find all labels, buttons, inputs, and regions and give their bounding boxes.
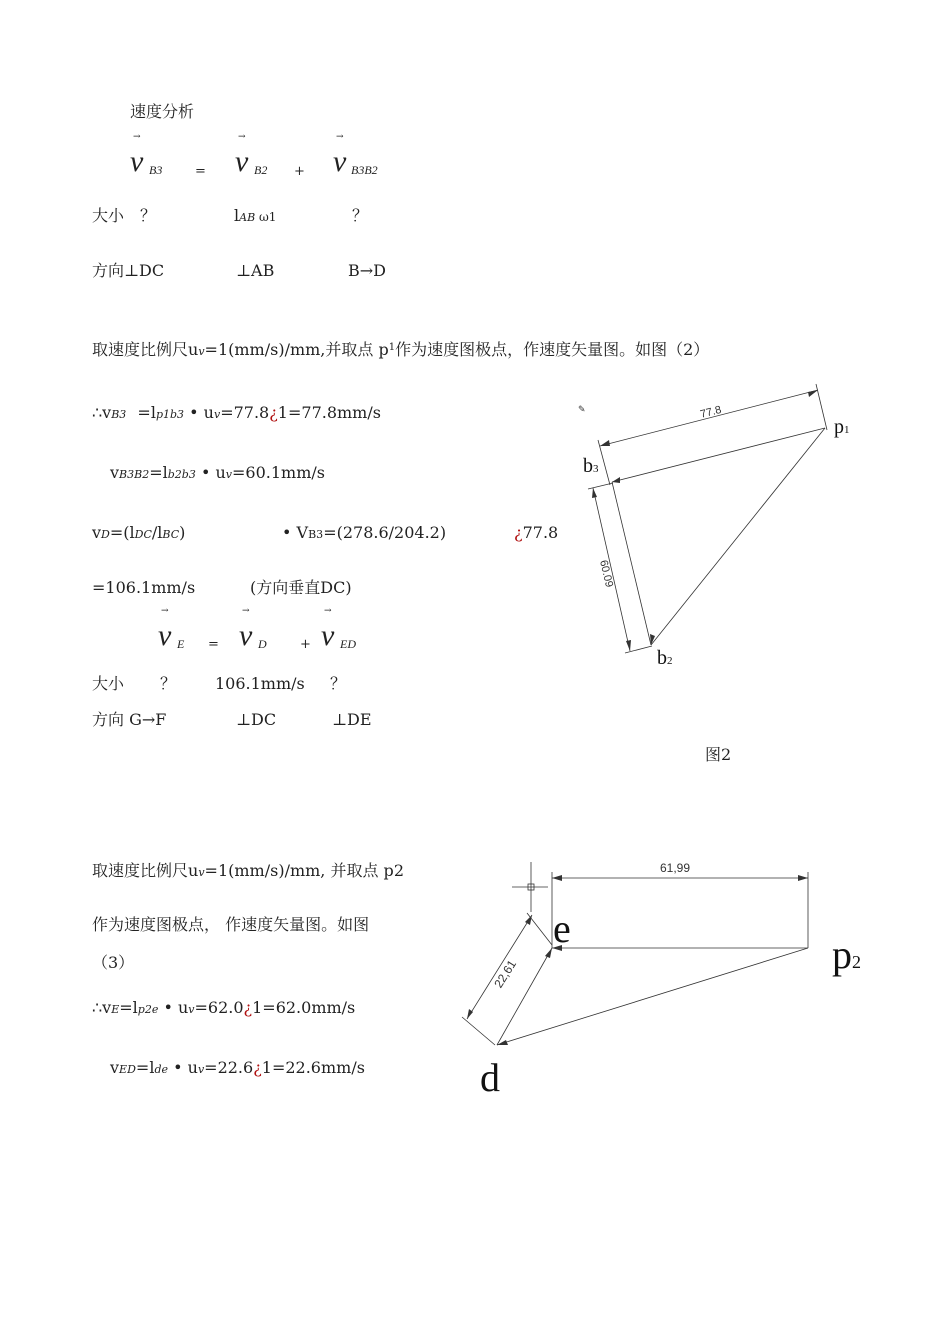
- point-d: d: [480, 1055, 500, 1100]
- point-e: e: [553, 906, 571, 951]
- magnitude-label: 大小: [92, 206, 125, 225]
- result-vd-note: (方向垂直DC): [250, 578, 352, 597]
- scale-sentence-2: 取速度比例尺uv=1(mm/s)/mm, 并取点 p2: [92, 861, 404, 880]
- magnitude-unknown-1: ？: [140, 206, 157, 225]
- result-ve: ∴vE=lp2e • uv=62.0¿1=62.0mm/s: [92, 998, 356, 1017]
- direction-b-to-d: B→D: [348, 261, 386, 280]
- result-vd-value: ¿77.8: [514, 523, 559, 542]
- dim-line-side: [467, 915, 532, 1019]
- v-symbol: v: [333, 145, 347, 178]
- scale-sentence-2-line3: （3）: [92, 953, 135, 972]
- point-p2: p2: [832, 932, 861, 977]
- scale-sentence-1: 取速度比例尺uv=1(mm/s)/mm,并取点 $p^1$作为速度图极点，作速度矢量图。如图（2）: [92, 340, 710, 359]
- v-symbol: v: [321, 619, 335, 652]
- scale-sentence-2-line2: 作为速度图极点， 作速度矢量图。如图: [92, 915, 370, 934]
- result-vd: vD=(lDC/lBC): [92, 523, 186, 542]
- point-b3: b3: [583, 455, 599, 477]
- sub-b3: B3: [149, 163, 163, 177]
- sub-b3b2: B3B2: [351, 163, 378, 177]
- magnitude-unknown-4: ？: [330, 674, 347, 693]
- direction-label-2: 方向 G→F: [92, 710, 167, 729]
- sub-d: D: [258, 637, 267, 651]
- heading-velocity-analysis: 速度分析: [130, 102, 195, 121]
- dim-label-22-61: 22,61: [491, 957, 520, 991]
- v-symbol: v: [235, 145, 249, 178]
- arrowhead: [545, 948, 552, 958]
- vector-arrow: →: [336, 132, 344, 142]
- result-vb3b2: vB3B2=lb2b3 • uv=60.1mm/s: [110, 463, 325, 482]
- result-vd-final: =106.1mm/s: [92, 578, 196, 597]
- arrowhead: [798, 875, 808, 881]
- vector-arrow: →: [324, 606, 332, 616]
- result-vb3: ∴vB3 =lp1b3 • uv=77.8¿1=77.8mm/s: [92, 403, 381, 422]
- dim-ext-side-bottom: [462, 1017, 495, 1045]
- direction-perp-de: ⊥DE: [332, 710, 372, 729]
- magnitude-label-2: 大小: [92, 674, 125, 693]
- v-symbol: v: [158, 619, 172, 652]
- magnitude-unknown-3: ？: [160, 674, 177, 693]
- dim-label-61-99: 61,99: [660, 861, 691, 875]
- result-ved: vED=lde • uv=22.6¿1=22.6mm/s: [110, 1058, 365, 1077]
- arrowhead: [552, 875, 562, 881]
- equals-sign: =: [195, 164, 206, 179]
- vector-arrow: →: [238, 132, 246, 142]
- cursor-mark: ✎: [578, 404, 586, 414]
- result-vd-ratio: • VB3=(278.6/204.2): [282, 523, 447, 542]
- equals-sign: =: [208, 637, 219, 652]
- figure-caption-2: 图2: [705, 745, 732, 764]
- direction-perp-dc: ⊥DC: [236, 710, 277, 729]
- plus-sign: +: [300, 637, 311, 652]
- arrowhead: [525, 915, 532, 925]
- dim-label-60-09: 60.09: [597, 558, 616, 589]
- sub-b2: B2: [254, 163, 268, 177]
- point-b2: b2: [657, 647, 673, 669]
- dim-label-77-8: 77.8: [699, 403, 723, 421]
- sub-ed: ED: [340, 637, 356, 651]
- v-symbol: v: [239, 619, 253, 652]
- v-symbol: v: [130, 145, 144, 178]
- direction-label: 方向⊥DC: [92, 261, 165, 280]
- vector-arrow: →: [161, 606, 169, 616]
- magnitude-unknown-2: ？: [352, 206, 369, 225]
- vector-arrow: →: [242, 606, 250, 616]
- vector-arrow: →: [133, 132, 141, 142]
- point-p1: p1: [834, 416, 850, 438]
- direction-perp-ab: ⊥AB: [236, 261, 275, 280]
- magnitude-ab-omega: lAB ω1: [234, 206, 277, 225]
- plus-sign: +: [294, 164, 305, 179]
- magnitude-vd: 106.1mm/s: [215, 674, 305, 693]
- sub-e: E: [177, 637, 185, 651]
